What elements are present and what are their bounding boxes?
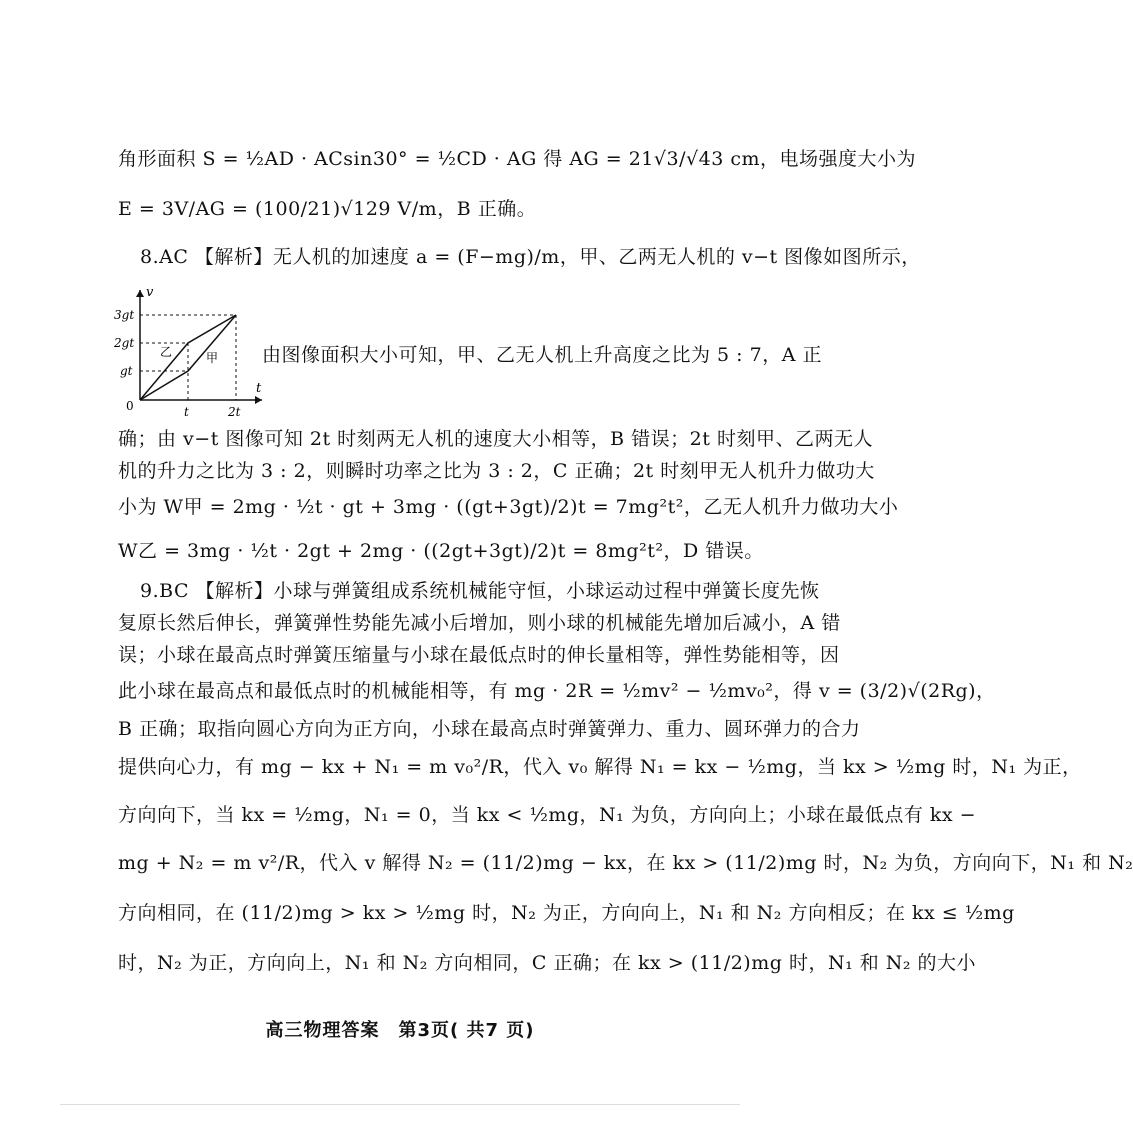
text-line-7: 小为 W甲 = 2mg · ½t · gt + 3mg · ((gt+3gt)/2)t = 7mg²t²，乙无人机升力做功大小 — [118, 496, 899, 518]
text-line-14: 提供向心力，有 mg − kx + N₁ = m v₀²/R，代入 v₀ 解得 N₁ = kx − ½mg，当 kx > ½mg 时，N₁ 为正， — [118, 756, 1082, 778]
y-tick-2gt: 2gt — [114, 336, 135, 350]
text-line-2: E = 3V/AG = (100/21)√129 V/m，B 正确。 — [118, 198, 537, 220]
text-line-3-q8: 8.AC 【解析】无人机的加速度 a = (F−mg)/m，甲、乙两无人机的 v−t 图像如图所示， — [140, 246, 921, 268]
text-line-12: 此小球在最高点和最低点时的机械能相等，有 mg · 2R = ½mv² − ½mv₀²，得 v = (3/2)√(2Rg)， — [118, 680, 996, 702]
curve-label-jia: 甲 — [206, 351, 219, 365]
text-line-9-q9: 9.BC 【解析】小球与弹簧组成系统机械能守恒，小球运动过程中弹簧长度先恢 — [140, 580, 820, 602]
text-line-4: 由图像面积大小可知，甲、乙无人机上升高度之比为 5 : 7，A 正 — [262, 344, 822, 366]
x-tick-t: t — [184, 405, 189, 419]
text-line-1: 角形面积 S = ½AD · ACsin30° = ½CD · AG 得 AG = 21√3/√43 cm，电场强度大小为 — [118, 148, 916, 170]
origin-label: 0 — [126, 399, 134, 413]
text-line-11: 误；小球在最高点时弹簧压缩量与小球在最低点时的伸长量相等，弹性势能相等，因 — [118, 644, 840, 666]
t-axis-label: t — [256, 381, 262, 396]
v-axis-label: v — [146, 285, 154, 300]
v-axis-arrow — [136, 290, 144, 297]
text-line-13: B 正确；取指向圆心方向为正方向，小球在最高点时弹簧弹力、重力、圆环弹力的合力 — [118, 718, 861, 740]
page-footer: 高三物理答案 第3页( 共7 页) — [265, 1020, 535, 1041]
text-line-15: 方向向下，当 kx = ½mg，N₁ = 0，当 kx < ½mg，N₁ 为负，方向向上；小球在最低点有 kx − — [118, 804, 977, 826]
y-tick-3gt: 3gt — [114, 308, 135, 322]
text-line-8: W乙 = 3mg · ½t · 2gt + 2mg · ((2gt+3gt)/2)t = 8mg²t²，D 错误。 — [118, 540, 764, 562]
text-line-16: mg + N₂ = m v²/R，代入 v 解得 N₂ = (11/2)mg − kx，在 kx > (11/2)mg 时，N₂ 为负，方向向下，N₁ 和 N₂ — [118, 852, 1133, 874]
t-axis-arrow — [255, 396, 262, 404]
y-tick-gt: gt — [120, 364, 133, 378]
text-line-5: 确；由 v−t 图像可知 2t 时刻两无人机的速度大小相等，B 错误；2t 时刻甲、乙两无人 — [118, 428, 873, 450]
bottom-divider — [60, 1104, 740, 1105]
vt-graph-svg — [112, 282, 272, 427]
text-line-10: 复原长然后伸长，弹簧弹性势能先减小后增加，则小球的机械能先增加后减小，A 错 — [118, 612, 841, 634]
text-line-17: 方向相同，在 (11/2)mg > kx > ½mg 时，N₂ 为正，方向向上，N₁ 和 N₂ 方向相反；在 kx ≤ ½mg — [118, 902, 1015, 924]
curve-label-yi: 乙 — [160, 345, 173, 359]
text-line-18: 时，N₂ 为正，方向向上，N₁ 和 N₂ 方向相同，C 正确；在 kx > (11/2)mg 时，N₁ 和 N₂ 的大小 — [118, 952, 977, 974]
vt-graph — [112, 282, 272, 427]
x-tick-2t: 2t — [228, 405, 241, 419]
text-line-6: 机的升力之比为 3 : 2，则瞬时功率之比为 3 : 2，C 正确；2t 时刻甲无人机升力做功大 — [118, 460, 875, 482]
